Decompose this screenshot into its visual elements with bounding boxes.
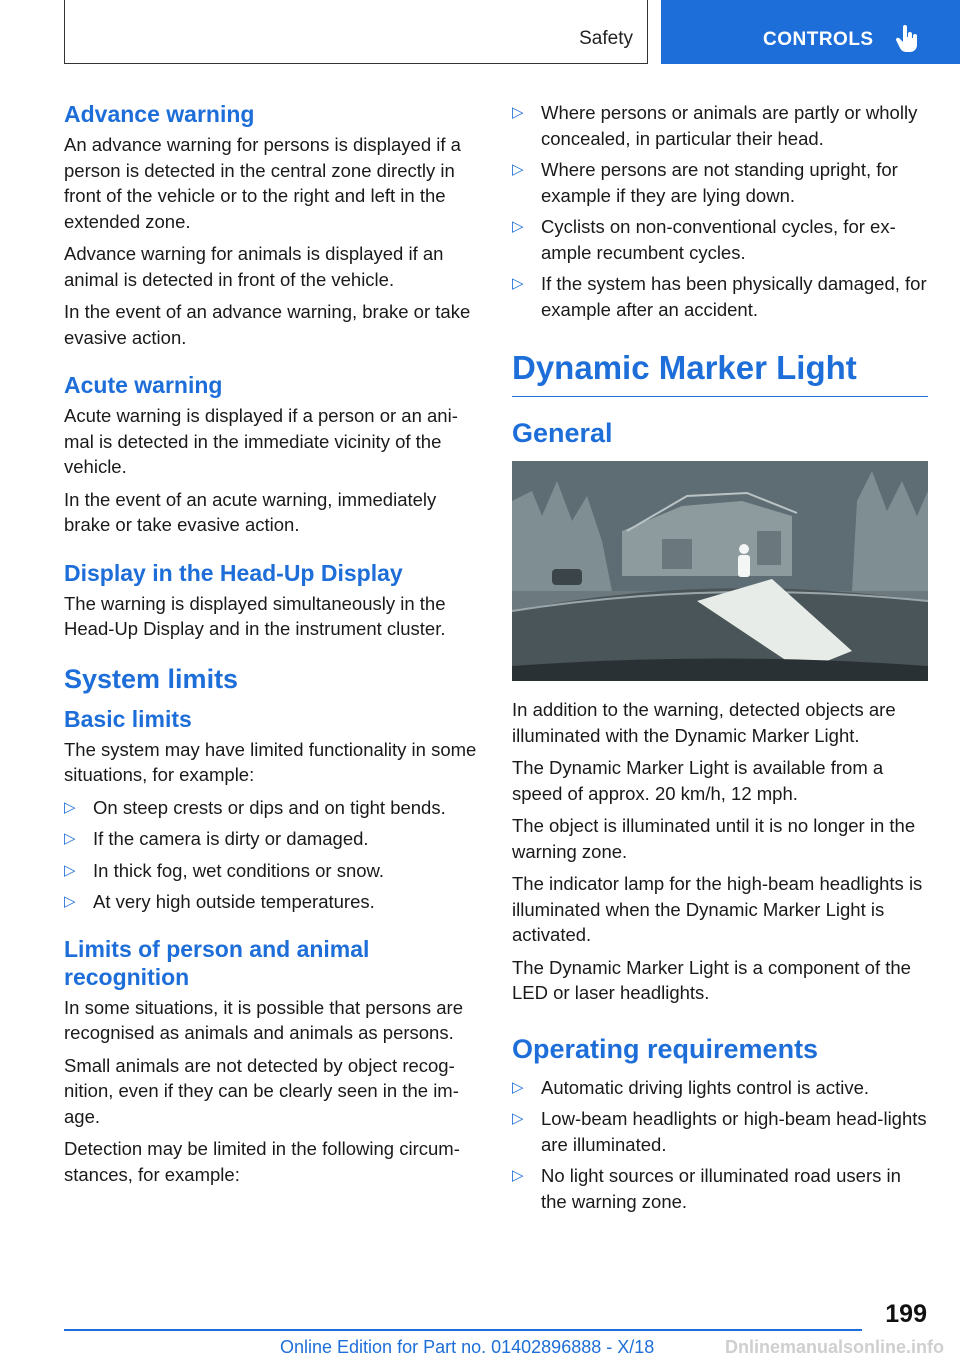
triangle-bullet-icon: ▷ bbox=[512, 1078, 524, 1096]
general-para-5: The Dynamic Marker Light is a component of the LED or laser headlights. bbox=[512, 956, 911, 1003]
general-para-4: The indicator lamp for the high-beam headlights is illuminated when the Dynamic Marker Light is activated. bbox=[512, 873, 923, 945]
basic-limits-heading: Basic limits bbox=[64, 705, 192, 732]
list-item: ▷ In thick fog, wet conditions or snow. bbox=[64, 858, 480, 884]
footer-watermark: Dnlinemanualsonline.info bbox=[724, 1337, 944, 1357]
operating-requirements-list bbox=[512, 1075, 928, 1215]
hud-heading: Display in the Head-Up Display bbox=[64, 559, 403, 586]
triangle-bullet-icon: ▷ bbox=[64, 861, 76, 879]
general-para-2: The Dynamic Marker Light is available from a speed of approx. 20 km/h, 12 mph. bbox=[512, 757, 884, 804]
triangle-bullet-icon: ▷ bbox=[512, 218, 524, 235]
general-para-1: In addition to the warning, detected objects are illuminated with the Dynamic Marker Light. bbox=[512, 699, 896, 746]
general-para-3: The object is illuminated until it is no longer in the warning zone. bbox=[512, 815, 916, 862]
acute-warning-heading: Acute warning bbox=[64, 372, 223, 398]
list-item: ▷ Automatic driving lights control is active. bbox=[512, 1075, 928, 1101]
footer-edition: Online Edition for Part no. 01402896888 - X/18 bbox=[280, 1337, 655, 1357]
header-section-title: Safety bbox=[579, 28, 633, 49]
triangle-bullet-icon: ▷ bbox=[64, 830, 76, 847]
footer-rule bbox=[64, 1329, 862, 1331]
general-heading: General bbox=[512, 418, 613, 448]
triangle-bullet-icon: ▷ bbox=[512, 104, 524, 121]
list-item: ▷ If the camera is dirty or damaged. bbox=[64, 826, 480, 852]
list-item: ▷ Cyclists on non-conventional cycles, for ex-ample recumbent cycles. bbox=[512, 216, 896, 263]
triangle-bullet-icon: ▷ bbox=[512, 161, 524, 178]
list-item: ▷ At very high outside temperatures. bbox=[64, 889, 480, 915]
pointing-hand-icon bbox=[894, 25, 920, 53]
triangle-bullet-icon: ▷ bbox=[512, 275, 524, 292]
list-item: ▷ Where persons are not standing upright, for example if they are lying down. bbox=[512, 159, 898, 206]
list-item: ▷ No light sources or illuminated road users in the warning zone. bbox=[512, 1165, 901, 1212]
list-item: ▷ On steep crests or dips and on tight bends. bbox=[64, 795, 480, 821]
advance-warning-para-2: Advance warning for animals is displayed if an animal is detected in front of the vehicle. bbox=[64, 243, 444, 290]
header-tab-controls[interactable] bbox=[661, 0, 960, 64]
basic-limits-list bbox=[64, 795, 480, 915]
recognition-para-2: Small animals are not detected by object recog-nition, even if they can be clearly seen in the im-age. bbox=[64, 1054, 459, 1127]
recognition-para-3: Detection may be limited in the following circum-stances, for example: bbox=[64, 1138, 460, 1185]
operating-requirements-heading: Operating requirements bbox=[512, 1033, 819, 1064]
system-limits-heading: System limits bbox=[64, 663, 239, 694]
basic-limits-para: The system may have limited functionality in some situations, for example: bbox=[64, 738, 477, 785]
header-tab-label: CONTROLS bbox=[763, 29, 874, 50]
left-column bbox=[64, 100, 480, 1194]
advance-warning-heading: Advance warning bbox=[64, 101, 255, 127]
triangle-bullet-icon: ▷ bbox=[64, 798, 76, 816]
acute-warning-para-2: In the event of an acute warning, immediately brake or take evasive action. bbox=[64, 488, 437, 535]
triangle-bullet-icon: ▷ bbox=[512, 1167, 524, 1184]
right-column bbox=[512, 100, 928, 1220]
circumstances-list bbox=[512, 100, 928, 322]
header-box bbox=[64, 0, 648, 64]
page-number: 199 bbox=[885, 1300, 927, 1328]
triangle-bullet-icon: ▷ bbox=[64, 893, 76, 910]
advance-warning-para-1: An advance warning for persons is displayed if a person is detected in the central zone directly in front of the vehicle or to the right and left in the extended zone. bbox=[64, 134, 461, 232]
dynamic-marker-light-illustration bbox=[512, 461, 928, 681]
list-item: ▷ Where persons or animals are partly or wholly concealed, in particular their head. bbox=[512, 102, 918, 149]
acute-warning-para-1: Acute warning is displayed if a person or an ani-mal is detected in the immediate vicinity of the vehicle. bbox=[64, 405, 458, 477]
dynamic-marker-light-heading: Dynamic Marker Light bbox=[512, 348, 928, 397]
recognition-para-1: In some situations, it is possible that persons are recognised as animals and animals as persons. bbox=[64, 996, 463, 1043]
list-item: ▷ Low-beam headlights or high-beam head-lights are illuminated. bbox=[512, 1108, 927, 1155]
triangle-bullet-icon: ▷ bbox=[512, 1110, 524, 1127]
recognition-limits-heading: Limits of person and animal recognition bbox=[64, 935, 370, 990]
list-item: ▷ If the system has been physically damaged, for example after an accident. bbox=[512, 273, 927, 320]
hud-para-1: The warning is displayed simultaneously in the Head-Up Display and in the instrument cluster. bbox=[64, 592, 446, 639]
advance-warning-para-3: In the event of an advance warning, brake or take evasive action. bbox=[64, 301, 471, 348]
